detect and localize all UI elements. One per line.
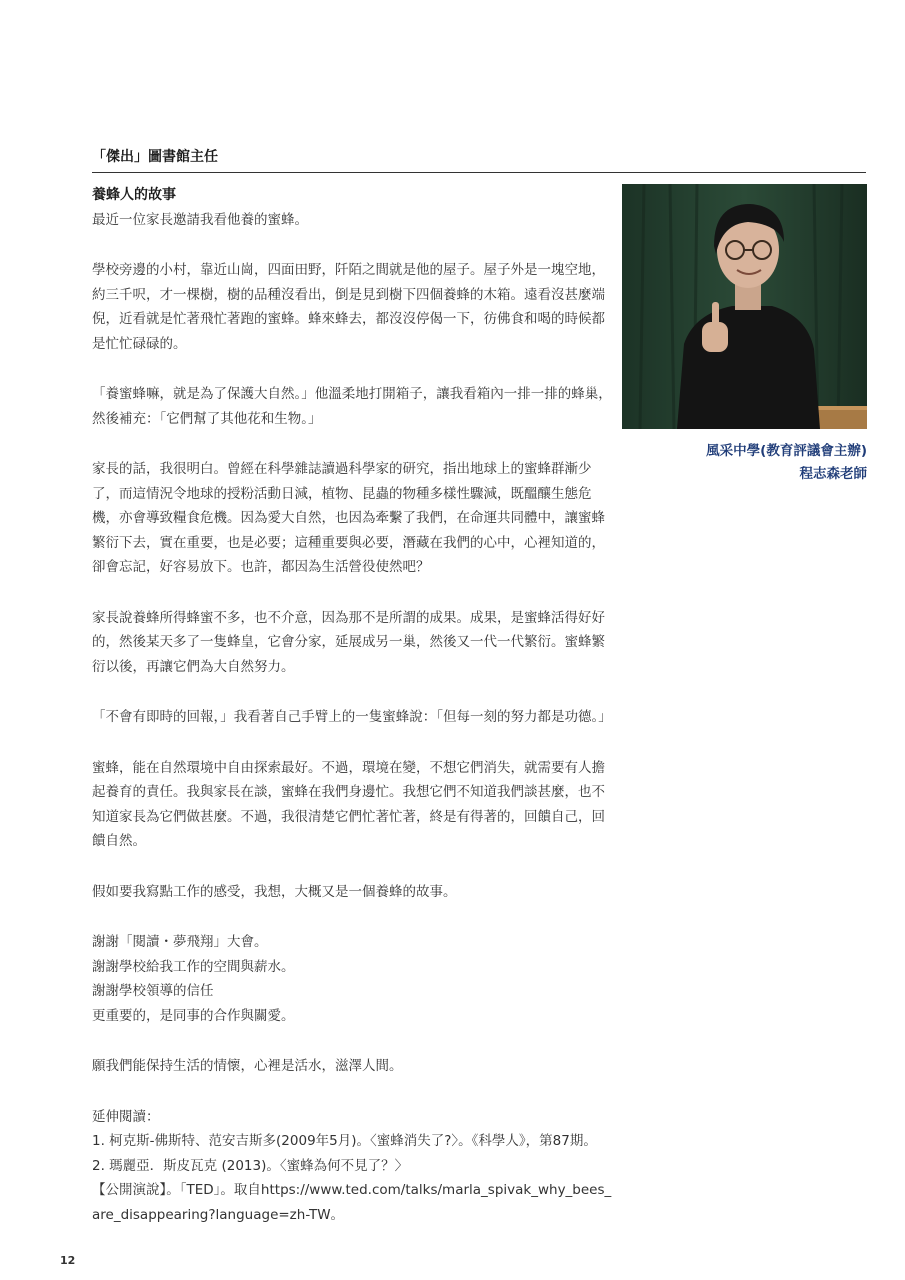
header-divider (92, 172, 866, 173)
photo-caption (622, 440, 867, 486)
thanks-line: 謝謝學校領導的信任 (92, 983, 214, 999)
paragraph: 蜜蜂，能在自然環境中自由探索最好。不過，環境在變，不想它們消失，就需要有人擔起養育的責任。我與家長在談，蜜蜂在我們身邊忙。我想它們不知道我們談甚麼，也不知道家長為它們做甚麼。不過，我很清楚它們忙著忙著，終是有得著的，回饋自己，回饋自然。 (92, 759, 605, 849)
closing-line: 願我們能保持生活的情懷，心裡是活水，滋澤人間。 (92, 1058, 403, 1074)
teacher-portrait-illustration (622, 184, 867, 429)
paragraph: 「養蜜蜂嘛，就是為了保護大自然。」他溫柔地打開箱子，讓我看箱內一排一排的蜂巢，然後補充：「它們幫了其他花和生物。」 (92, 386, 612, 427)
teacher-photo (622, 184, 867, 429)
article-intro: 最近一位家長邀請我看他養的蜜蜂。 (92, 211, 308, 228)
teacher-name: 程志森老師 (799, 466, 867, 482)
paragraph: 學校旁邊的小村，靠近山崗，四面田野，阡陌之間就是他的屋子。屋子外是一塊空地，約三千呎，才一棵樹，樹的品種沒看出，倒是見到樹下四個養蜂的木箱。遠看沒甚麼端倪，近看就是忙著飛忙著跑的蜜蜂。蜂來蜂去，都沒沒停偈一下，彷佛食和喝的時候都是忙忙碌碌的。 (92, 262, 605, 352)
thanks-line: 謝謝學校給我工作的空間與薪水。 (92, 958, 295, 975)
article-title: 養蜂人的故事 (92, 187, 176, 203)
reference-item: 1. 柯克斯-佛斯特、范安吉斯多(2009年5月)。〈蜜蜂消失了?〉。《科學人》，第87期。 (92, 1133, 597, 1149)
reference-item: 【公開演說】。「TED」。取自https://www.ted.com/talks/marla_spivak_why_bees_are_disappearing?language=zh-TW。 (92, 1182, 612, 1223)
further-reading-heading: 延伸閱讀： (92, 1108, 160, 1125)
paragraph: 家長說養蜂所得蜂蜜不多，也不介意，因為那不是所謂的成果。成果，是蜜蜂活得好好的，然後某天多了一隻蜂皇，它會分家，延展成另一巢，然後又一代一代繁衍。蜜蜂繁衍以後，再讓它們為大自然努力。 (92, 609, 605, 675)
thanks-line: 更重要的，是同事的合作與關愛。 (92, 1007, 295, 1024)
thanks-list (92, 930, 614, 1028)
section-title: 「傑出」圖書館主任 (92, 149, 218, 165)
article-body (92, 183, 614, 1227)
thanks-line: 謝謝「閱讀・夢飛翔」大會。 (92, 934, 268, 950)
page-number: 12 (60, 1254, 76, 1267)
paragraph: 假如要我寫點工作的感受，我想，大概又是一個養蜂的故事。 (92, 883, 457, 900)
paragraph: 家長的話，我很明白。曾經在科學雜誌讀過科學家的研究，指出地球上的蜜蜂群漸少了，而這情況令地球的授粉活動日減，植物、昆蟲的物種多樣性驟減，既醞釀生態危機，亦會導致糧食危機。因為愛大自然，也因為牽繫了我們，在命運共同體中，讓蜜蜂繁衍下去，實在重要，也是必要；這種重要與必要，潛藏在我們的心中，心裡知道的，卻會忘記，好容易放下。也許，都因為生活營役使然吧？ (92, 461, 605, 575)
paragraph: 「不會有即時的回報，」我看著自己手臂上的一隻蜜蜂說：「但每一刻的努力都是功德。」 (92, 709, 612, 725)
further-reading (92, 1105, 614, 1228)
reference-item: 2. 瑪麗亞．斯皮瓦克 (2013)。〈蜜蜂為何不見了？〉 (92, 1157, 409, 1174)
school-name: 風采中學(教育評議會主辦) (706, 443, 867, 459)
